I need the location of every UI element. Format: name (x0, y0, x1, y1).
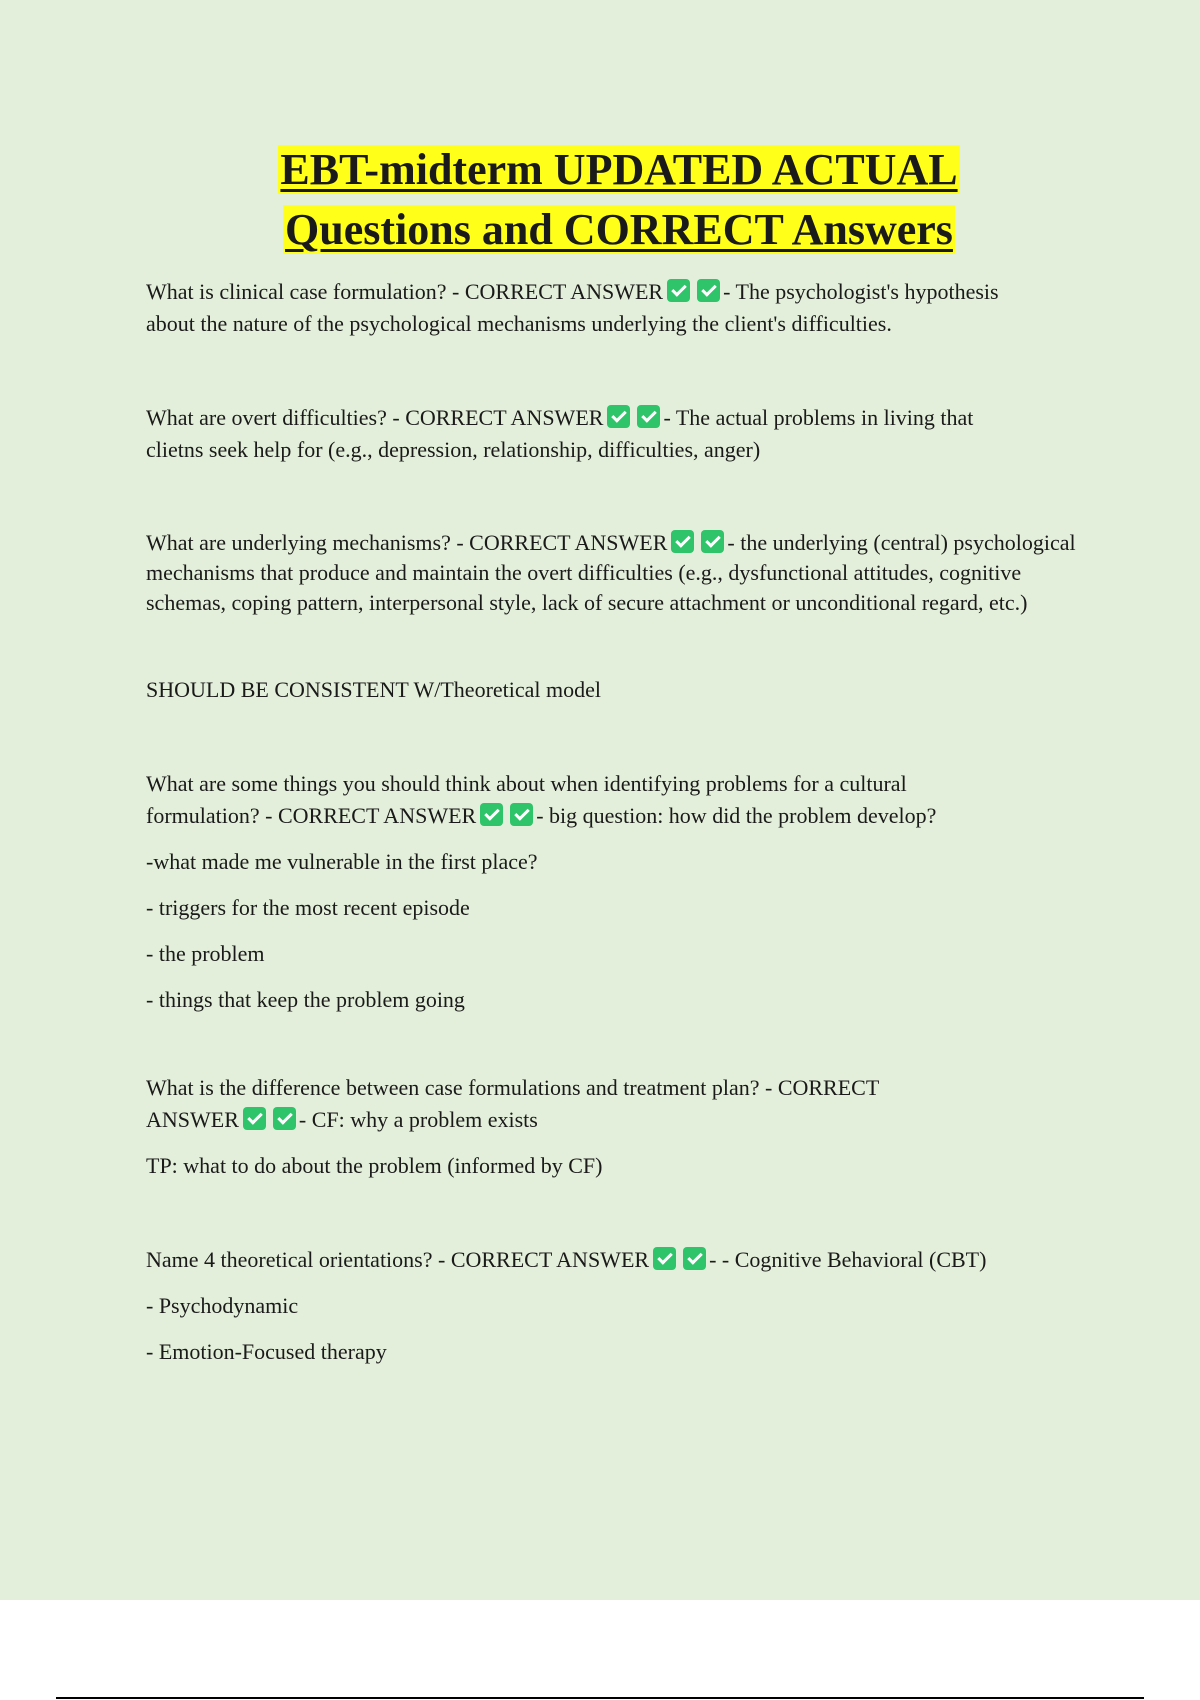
question-text: What is the difference between case formulations and treatment plan? - CORRECT (146, 1075, 880, 1100)
checkmark-icon (667, 279, 690, 302)
question-text: What are some things you should think about when identifying problems for a cultural (146, 771, 907, 796)
checkmark-icon (480, 803, 503, 826)
note-text: SHOULD BE CONSISTENT W/Theoretical model (146, 677, 602, 702)
footer-rule (56, 1697, 1144, 1699)
qa-item (146, 768, 1092, 832)
checkmark-icon (637, 405, 660, 428)
qa-item (146, 402, 1092, 466)
list-item: - things that keep the problem going (146, 987, 465, 1012)
answer-text: - - Cognitive Behavioral (CBT) (709, 1247, 987, 1272)
checkmark-icon (671, 530, 694, 553)
qa-item (146, 276, 1092, 340)
question-text: What is clinical case formulation? - CORRECT ANSWER (146, 279, 664, 304)
checkmark-icon (653, 1247, 676, 1270)
checkmark-icon (273, 1107, 296, 1130)
answer-text: - big question: how did the problem develop? (536, 803, 937, 828)
question-text: What are underlying mechanisms? - CORRECT ANSWER (146, 530, 668, 555)
question-text: Name 4 theoretical orientations? - CORRECT ANSWER (146, 1247, 650, 1272)
checkmark-icon (683, 1247, 706, 1270)
list-item: - Emotion-Focused therapy (146, 1339, 387, 1364)
checkmark-icon (607, 405, 630, 428)
document-title (146, 140, 1092, 260)
answer-text: - the underlying (central) (727, 530, 948, 555)
qa-item (146, 1072, 1092, 1136)
checkmark-icon (510, 803, 533, 826)
title-line-2: Questions and CORRECT Answers (285, 205, 953, 254)
list-item: -what made me vulnerable in the first place? (146, 849, 538, 874)
list-item: - the problem (146, 941, 265, 966)
document-content (146, 140, 1092, 1368)
list-item: - triggers for the most recent episode (146, 895, 470, 920)
question-text: What are overt difficulties? - CORRECT ANSWER (146, 405, 604, 430)
question-text: formulation? - CORRECT ANSWER (146, 803, 477, 828)
qa-item (146, 528, 1092, 618)
answer-text: clietns seek help for (e.g., depression, relationship, difficulties, anger) (146, 437, 761, 462)
list-item: TP: what to do about the problem (informed by CF) (146, 1153, 603, 1178)
answer-text: about the nature of the psychological mechanisms underlying the client's difficulties. (146, 311, 892, 336)
checkmark-icon (243, 1107, 266, 1130)
title-line-1: EBT-midterm UPDATED ACTUAL (280, 145, 958, 194)
list-item: - Psychodynamic (146, 1293, 299, 1318)
checkmark-icon (701, 530, 724, 553)
qa-item (146, 1244, 1092, 1276)
answer-text: psychological mechanisms that produce and maintain the overt difficulties (e.g., dysfunctional attitudes, cognitive schemas, coping pattern, interpersonal style, lack of secure attachment or unconditional regard, etc.) (146, 530, 1076, 615)
answer-text: - The actual problems in living that (663, 405, 974, 430)
question-text: ANSWER (146, 1107, 239, 1132)
answer-text: - CF: why a problem exists (298, 1107, 538, 1132)
checkmark-icon (697, 279, 720, 302)
answer-text: - The psychologist's hypothesis (723, 279, 999, 304)
